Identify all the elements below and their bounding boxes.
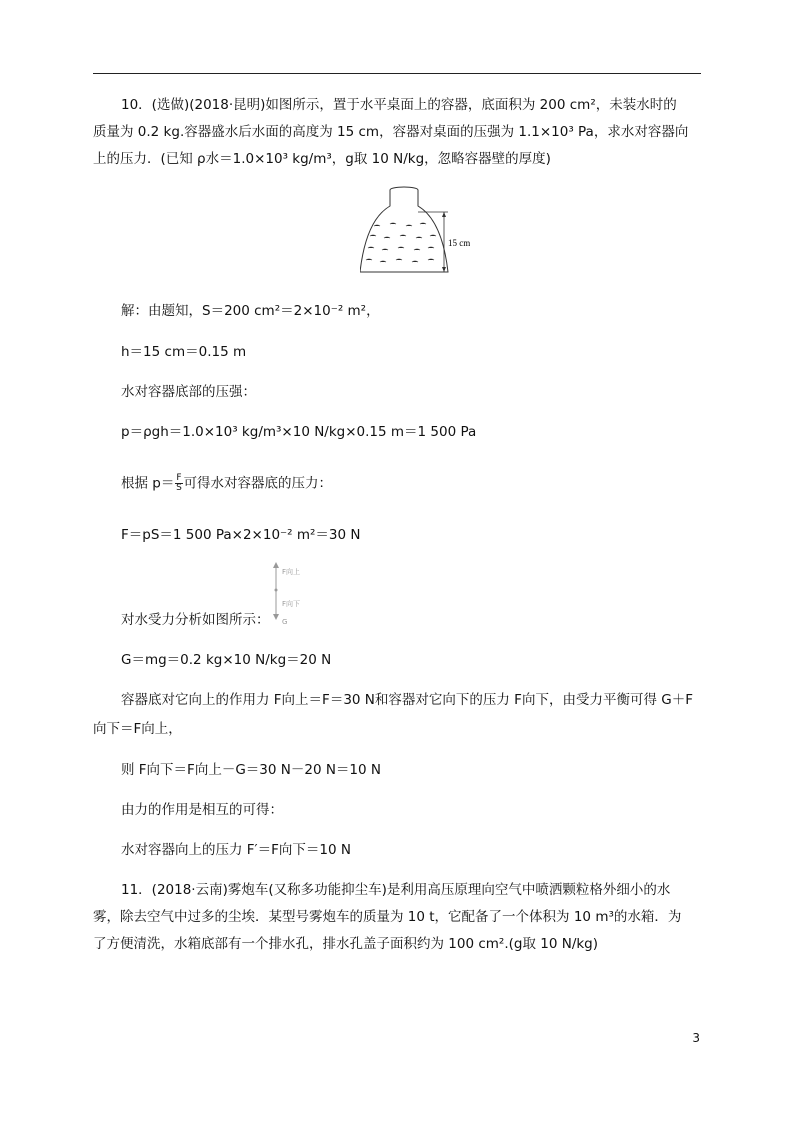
q11-line-1: 11．(2018·云南)雾炮车(又称多功能抑尘车)是利用高压原理向空气中喷洒颗粒格外细小的水 — [121, 882, 671, 898]
q11-line-2: 雾，除去空气中过多的尘埃．某型号雾炮车的质量为 10 t，它配备了一个体积为 10 m³的水箱．为 — [93, 909, 682, 925]
force-up-label: F向上 — [282, 568, 301, 576]
q10-line-1: 10．(选做)(2018·昆明)如图所示，置于水平桌面上的容器，底面积为 200 cm²，未装水时的 — [121, 97, 677, 113]
solution-line-9b: 向下＝F向上， — [93, 721, 182, 737]
header-rule — [93, 73, 701, 74]
container-figure — [360, 186, 470, 278]
q11-line-3: 了方便清洗，水箱底部有一个排水孔，排水孔盖子面积约为 100 cm².(g取 10 N/kg) — [93, 936, 599, 952]
solution-line-12: 水对容器向上的压力 F′＝F向下＝10 N — [121, 842, 351, 858]
height-label: 15 cm — [448, 238, 470, 248]
solution-line-11: 由力的作用是相互的可得： — [121, 802, 283, 818]
solution-line-2: h＝15 cm＝0.15 m — [121, 344, 247, 360]
force-diagram — [270, 560, 310, 630]
gravity-label: G — [282, 618, 288, 626]
fraction-f-over-s — [175, 474, 182, 493]
solution-line-10: 则 F向下＝F向上－G＝30 N－20 N＝10 N — [121, 762, 381, 778]
formula-prefix: 根据 p＝ — [121, 475, 175, 492]
page-number: 3 — [692, 1031, 700, 1045]
solution-line-8: G＝mg＝0.2 kg×10 N/kg＝20 N — [121, 652, 332, 668]
force-down-label: F向下 — [282, 600, 301, 608]
solution-line-4: p＝ρgh＝1.0×10³ kg/m³×10 N/kg×0.15 m＝1 500 Pa — [121, 424, 477, 440]
solution-line-6: F＝pS＝1 500 Pa×2×10⁻² m²＝30 N — [121, 527, 361, 543]
formula-suffix: 可得水对容器底的压力： — [183, 475, 333, 492]
solution-line-3: 水对容器底部的压强： — [121, 384, 256, 400]
fraction-denominator: S — [176, 483, 182, 493]
q10-line-3: 上的压力．(已知 ρ水＝1.0×10³ kg/m³，g取 10 N/kg，忽略容器壁的厚度) — [93, 151, 551, 167]
fraction-numerator: F — [176, 473, 182, 483]
solution-line-9a: 容器底对它向上的作用力 F向上＝F＝30 N和容器对它向下的压力 F向下，由受力平衡可得 G＋F — [121, 692, 693, 708]
solution-line-5 — [121, 474, 332, 493]
solution-line-7: 对水受力分析如图所示： — [121, 612, 270, 628]
q10-line-2: 质量为 0.2 kg.容器盛水后水面的高度为 15 cm，容器对桌面的压强为 1.1×10³ Pa，求水对容器向 — [93, 124, 689, 140]
solution-line-1: 解：由题知，S＝200 cm²＝2×10⁻² m²， — [121, 303, 380, 319]
